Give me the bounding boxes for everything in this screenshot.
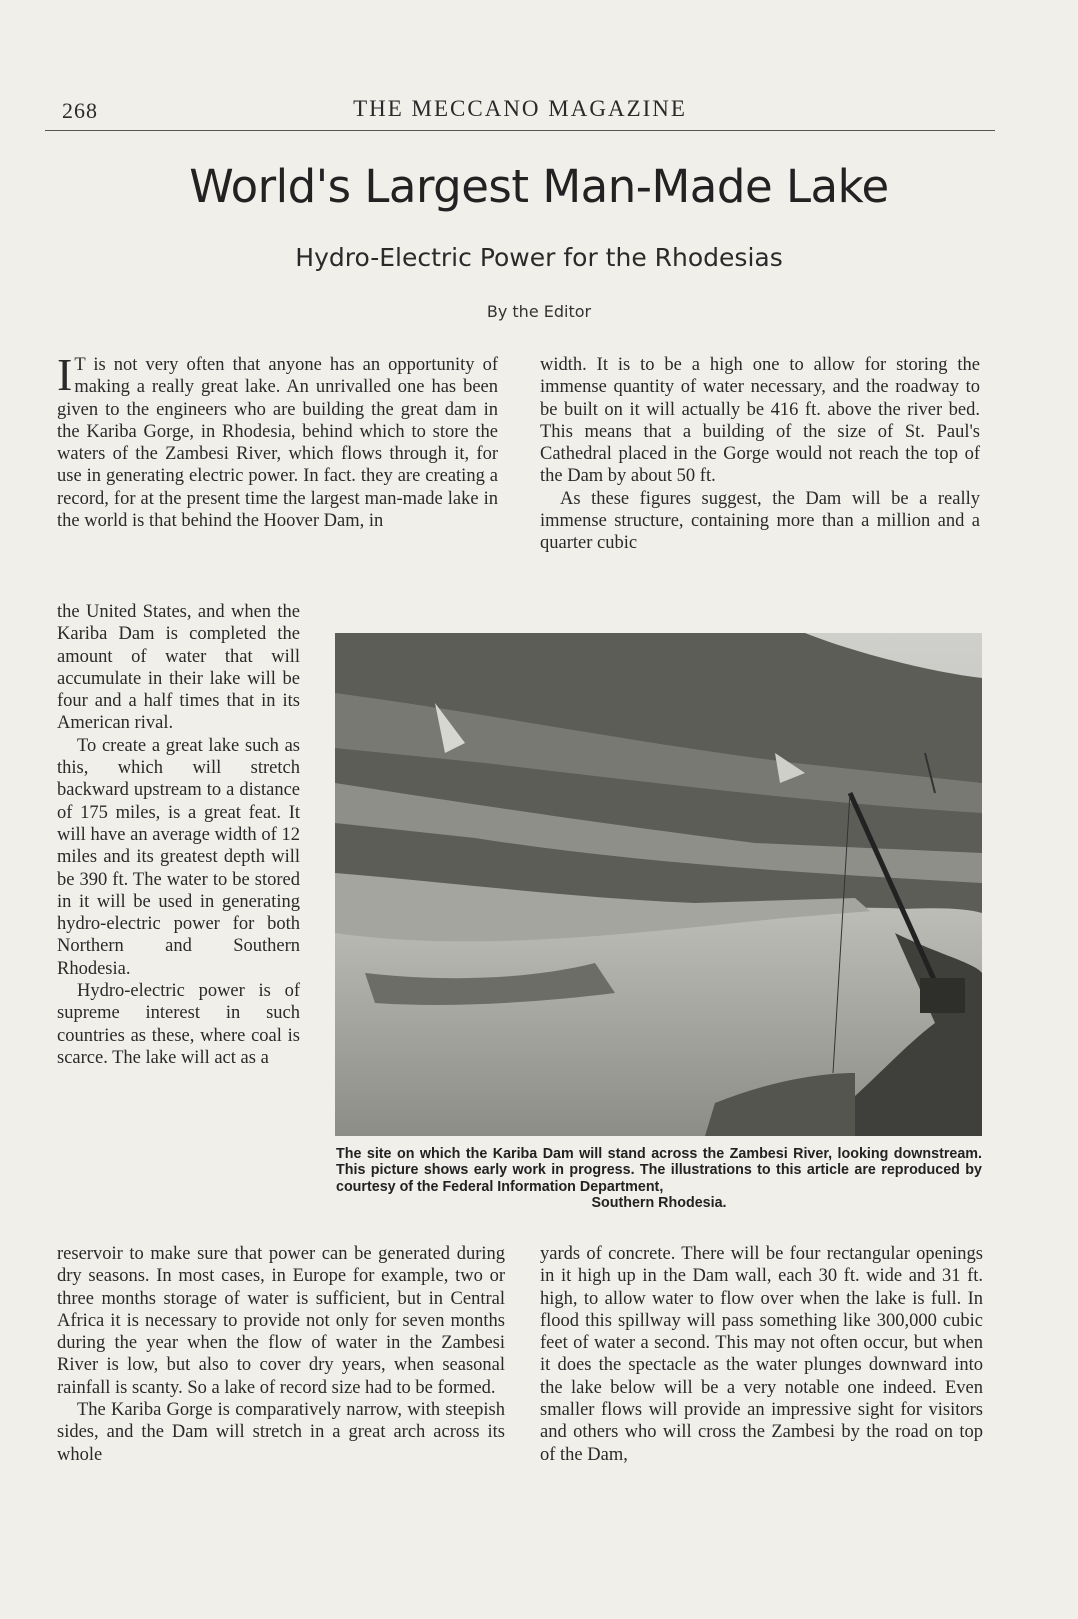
paragraph: the United States, and when the Kariba Dam is completed the amount of water that will accumulate in their lake will be four and a half times that in its American rival. bbox=[57, 602, 300, 734]
article-byline: By the Editor bbox=[486, 302, 592, 321]
photo-illustration bbox=[335, 633, 982, 1136]
column-right-bottom bbox=[540, 1243, 983, 1466]
paragraph: The Kariba Gorge is comparatively narrow, with steepish sides, and the Dam will stretch in a great arch across its whole bbox=[57, 1400, 505, 1465]
drop-cap: I bbox=[57, 349, 73, 400]
article-subtitle: Hydro-Electric Power for the Rhodesias bbox=[295, 243, 783, 272]
column-narrow bbox=[57, 601, 300, 1069]
paragraph: yards of concrete. There will be four rectangular openings in it high up in the Dam wall, each 30 ft. wide and 31 ft. high, to allow water to flow over when the lake is full. In flood this spillway will pass something like 300,000 cubic feet of water a second. This may not often occur, but when it does the spectacle as the water plunges downward into the lake below will be a very notable one indeed. Even smaller flows will provide an impressive sight for visitors and others who will cross the Zambesi by the road on top of the Dam, bbox=[540, 1244, 983, 1465]
page-number: 268 bbox=[62, 98, 98, 123]
article-title: World's Largest Man-Made Lake bbox=[189, 160, 889, 213]
paragraph-text: T is not very often that anyone has an opportunity of making a really great lake. An unrivalled one has been given to the engineers who are building the great dam in the Kariba Gorge, in Rhodesia, behind which to store the waters of the Zambesi River, which flows through it, for use in generating electric power. In fact. they are creating a record, for at the present time the largest man-made lake in the world is that behind the Hoover Dam, in bbox=[57, 355, 498, 532]
paragraph: As these figures suggest, the Dam will be a really immense structure, containing more than a million and a quarter cubic bbox=[540, 488, 980, 554]
paragraph: reservoir to make sure that power can be generated during dry seasons. In most cases, in Europe for example, two or three months storage of water is sufficient, but in Central Africa it is necessary to provide not only for seven months during the year when the flow of water in the Zambesi River is low, but also to cover dry years, when seasonal rainfall is scanty. So a lake of record size had to be formed. bbox=[57, 1244, 505, 1398]
paragraph bbox=[57, 349, 498, 532]
running-head bbox=[45, 96, 995, 131]
paragraph: To create a great lake such as this, which will stretch backward upstream to a distance of 175 miles, is a great feat. It will have an average width of 12 miles and its greatest depth will be 390 ft. The water to be stored in it will be used in generating hydro-electric power for both Northern and Southern Rhodesia. bbox=[57, 735, 300, 979]
caption-text: The site on which the Kariba Dam will stand across the Zambesi River, looking downstream. This picture shows early work in progress. The illustrations to this article are reproduced by courtesy of the Federal Information Department, bbox=[336, 1146, 982, 1195]
magazine-title: THE MECCANO MAGAZINE bbox=[353, 96, 687, 121]
column-right-top bbox=[540, 354, 980, 555]
kariba-gorge-photo bbox=[335, 633, 982, 1136]
column-left-top bbox=[57, 349, 498, 532]
caption-credit: Southern Rhodesia. bbox=[591, 1195, 727, 1212]
paragraph: Hydro-electric power is of supreme interest in such countries as these, where coal is scarce. The lake will act as a bbox=[57, 981, 300, 1068]
paragraph: width. It is to be a high one to allow for storing the immense quantity of water necessary, and the roadway to be built on it will actually be 416 ft. above the river bed. This means that a building of the size of St. Paul's Cathedral placed in the Gorge would not reach the top of the Dam by about 50 ft. bbox=[540, 355, 980, 487]
column-left-bottom bbox=[57, 1243, 505, 1466]
photo-caption bbox=[336, 1146, 982, 1212]
